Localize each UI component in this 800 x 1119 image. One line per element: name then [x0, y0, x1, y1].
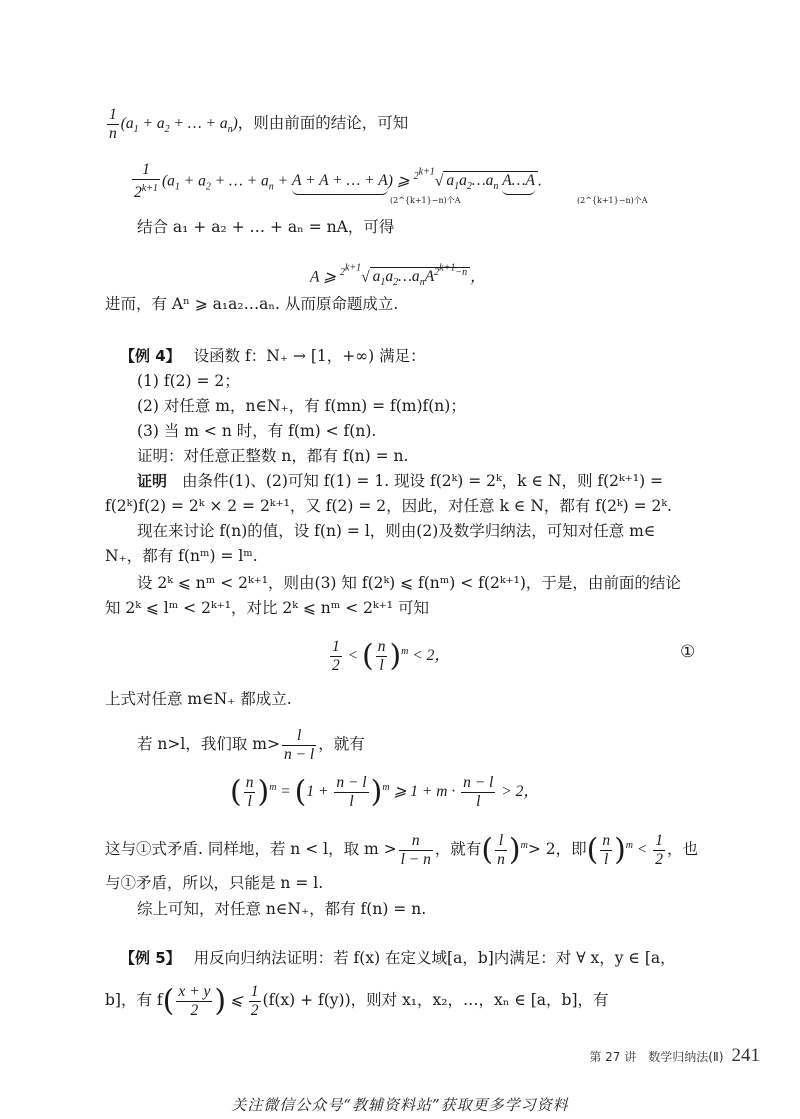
- proof-line: 设 2ᵏ ⩽ nᵐ < 2ᵏ⁺¹，则由(3) 知 f(2ᵏ) ⩽ f(nᵐ) < f(2ᵏ⁺¹)，于是，由前面的结论: [137, 574, 681, 592]
- proof-line: f(2ᵏ)f(2) = 2ᵏ × 2 = 2ᵏ⁺¹，又 f(2) = 2，因此，对任意 k ∈ N，都有 f(2ᵏ) = 2ᵏ.: [105, 497, 672, 515]
- proof-line: N₊，都有 f(nᵐ) = lᵐ.: [105, 547, 258, 565]
- text-line: $\frac{1}{n}$ ($a_1 + a_2$ + … + $a_n$)，则由前面的结论，可知: [109, 106, 409, 142]
- condition-3: (3) 当 m < n 时，有 f(m) < f(n).: [137, 422, 377, 440]
- display-formula: $\frac{1}{2^{k+1}}$ ($a_1 + a_2$ + … + $a_n + A + A$ + … + A) ⩾ $^{2^{k+1}}$√ $a_1a_2\dots a_n$ A…A .: [134, 161, 542, 202]
- underbrace-label: (2^{k+1}−n)个A: [390, 196, 461, 205]
- example-5-heading: [120, 947, 676, 969]
- page-footer: [589, 1045, 760, 1067]
- chapter-title: 第 27 讲 数学归纳法(Ⅱ): [589, 1050, 724, 1064]
- example-4-heading: [120, 345, 426, 367]
- example-text: (f(x) + f(y))，则对 x₁，x₂，…，xₙ ∈ [a，b]，有: [262, 991, 609, 1009]
- display-formula: A ⩾ $^{2^{k+1}}$√ $a_1a_2\dots a_nA^{2^{k+1}-n}$ ，: [310, 263, 486, 289]
- proof-line: 与①矛盾，所以，只能是 n = l.: [105, 874, 324, 892]
- example-label: 【例 4】: [120, 347, 181, 365]
- proof-line: 若 n>l，我们取 m> $\frac{l}{n - l}$ ，就有: [137, 726, 365, 763]
- proof-label: 证明: [137, 472, 168, 490]
- display-formula: ( $\frac{n}{l}$ )$^m$ = (1 + $\frac{n - l}{l}$ )$^m$ ⩾ 1 + m · $\frac{n - l}{l}$ > 2，: [230, 774, 539, 811]
- proof-text: 若 n>l，我们取 m>: [137, 735, 280, 753]
- proof-line: 综上可知，对任意 n∈N₊，都有 f(n) = n.: [137, 900, 427, 918]
- proof-line: 这与①式矛盾. 同样地，若 n < l，取 m > $\frac{n}{l - n}$ ，就有( $\frac{l}{n}$ )$^m$> 2，即( $\frac{n}{l}$ )$^m$ < $\frac{1}{2}$ ，也: [105, 831, 699, 869]
- proof-line: [137, 470, 663, 492]
- proof-text: > 2，即: [527, 840, 587, 859]
- proof-line: 上式对任意 m∈N₊ 都成立.: [105, 690, 292, 708]
- proof-text: ，就有: [318, 735, 365, 753]
- goal-statement: 证明：对任意正整数 n，都有 f(n) = n.: [137, 447, 409, 465]
- text-line: 结合 a₁ + a₂ + … + aₙ = nA，可得: [137, 218, 395, 236]
- display-formula: $\frac{1}{2}$ < ( $\frac{n}{l}$ )$^m$ < 2，: [332, 638, 450, 675]
- underbrace-label: (2^{k+1}−n)个A: [577, 196, 648, 205]
- condition-2: (2) 对任意 m，n∈N₊，有 f(mn) = f(m)f(n)；: [137, 397, 466, 415]
- equation-marker: ①: [680, 642, 696, 662]
- proof-line: 现在来讨论 f(n)的值，设 f(n) = l，则由(2)及数学归纳法，可知对任意 m∈: [137, 522, 656, 540]
- condition-1: (1) f(2) = 2；: [137, 372, 240, 390]
- proof-text: ，就有: [434, 840, 482, 859]
- proof-text: ，也: [667, 840, 699, 859]
- line-tail: ，则由前面的结论，可知: [237, 114, 409, 133]
- example-text: b]，有 f: [105, 991, 163, 1009]
- proof-line: 知 2ᵏ ⩽ lᵐ < 2ᵏ⁺¹，对比 2ᵏ ⩽ nᵐ < 2ᵏ⁺¹ 可知: [105, 599, 429, 617]
- example-lead: 设函数 f：N₊ → [1，+∞) 满足：: [193, 347, 426, 365]
- watermark-text: 关注微信公众号“教辅资料站”获取更多学习资料: [231, 1096, 569, 1114]
- proof-text: 这与①式矛盾. 同样地，若 n < l，取 m >: [105, 840, 397, 859]
- example-label: 【例 5】: [120, 949, 181, 967]
- text-line: 进而，有 Aⁿ ⩾ a₁a₂…aₙ. 从而原命题成立.: [105, 295, 399, 313]
- example-text: 用反向归纳法证明：若 f(x) 在定义域[a，b]内满足：对 ∀ x，y ∈ [a，: [193, 949, 676, 967]
- proof-text: 由条件(1)、(2)可知 f(1) = 1. 现设 f(2ᵏ) = 2ᵏ，k ∈ N，则 f(2ᵏ⁺¹) =: [181, 472, 664, 490]
- example-line: b]，有 f( $\frac{x + y}{2}$ ) ⩽ $\frac{1}{2}$ (f(x) + f(y))，则对 x₁，x₂，…，xₙ ∈ [a，b]，有: [105, 982, 609, 1019]
- page-number: 241: [731, 1045, 760, 1066]
